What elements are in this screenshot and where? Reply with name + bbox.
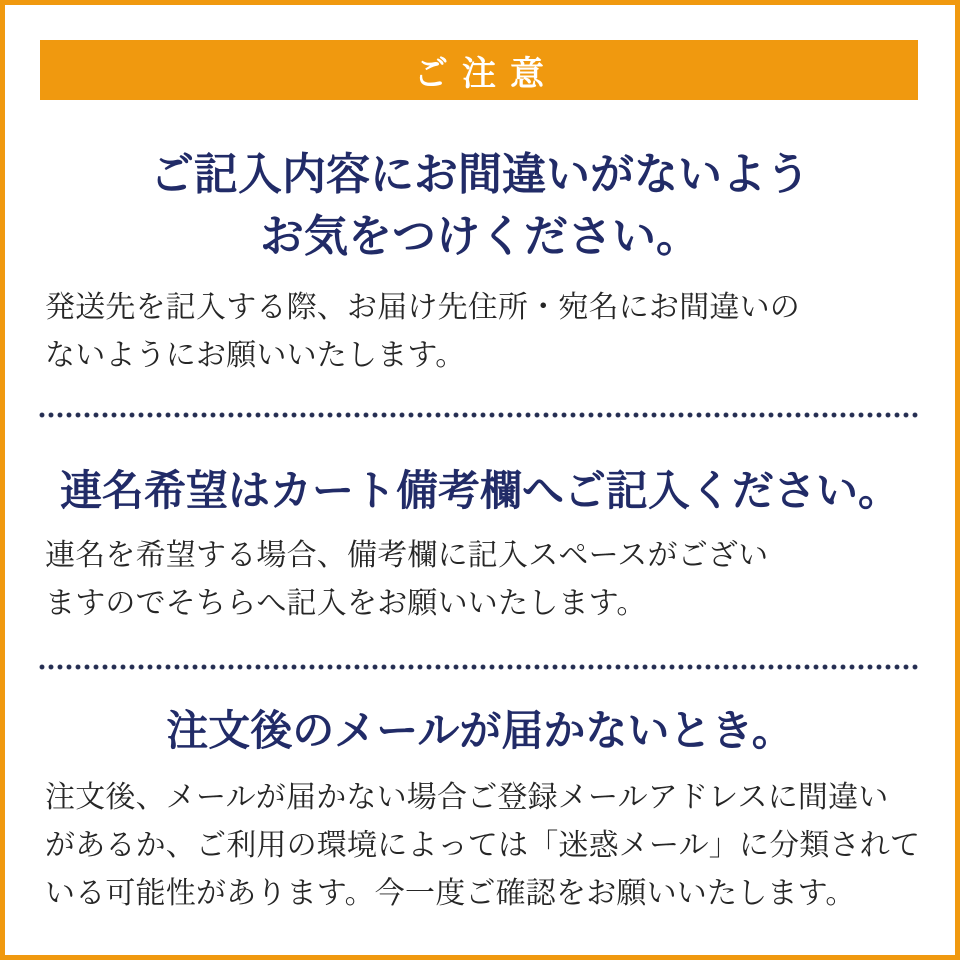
section-body [45,532,915,628]
body-line: いる可能性があります。今一度ご確認をお願いいたします。 [45,877,856,910]
body-line: 注文後、メールが届かない場合ご登録メールアドレスに間違い [45,781,889,814]
dotted-divider [39,412,919,418]
section-body [45,774,921,918]
section-heading [5,144,955,268]
heading-line: お気をつけください。 [260,212,700,261]
section-heading [5,706,955,756]
body-line: 発送先を記入する際、お届け先住所・宛名にお間違いの [45,291,800,324]
notice-title: ご注意 [414,54,558,93]
dotted-divider [39,664,919,670]
section-heading [5,466,955,516]
notice-header-bar [40,40,918,100]
body-line: ますのでそちらへ記入をお願いいたします。 [45,587,647,620]
body-line: ないようにお願いいたします。 [45,339,466,372]
heading-line: 注文後のメールが届かないとき。 [166,707,794,754]
heading-line: 連名希望はカート備考欄へご記入ください。 [59,467,900,514]
section-joint-names [5,466,955,628]
heading-line: ご記入内容にお間違いがないよう [150,150,810,199]
section-entry-check [5,144,955,380]
section-mail-not-received [5,706,955,918]
section-body [45,284,915,380]
body-line: があるか、ご利用の環境によっては「迷惑メール」に分類されて [45,829,921,862]
body-line: 連名を希望する場合、備考欄に記入スペースがござい [45,539,769,572]
